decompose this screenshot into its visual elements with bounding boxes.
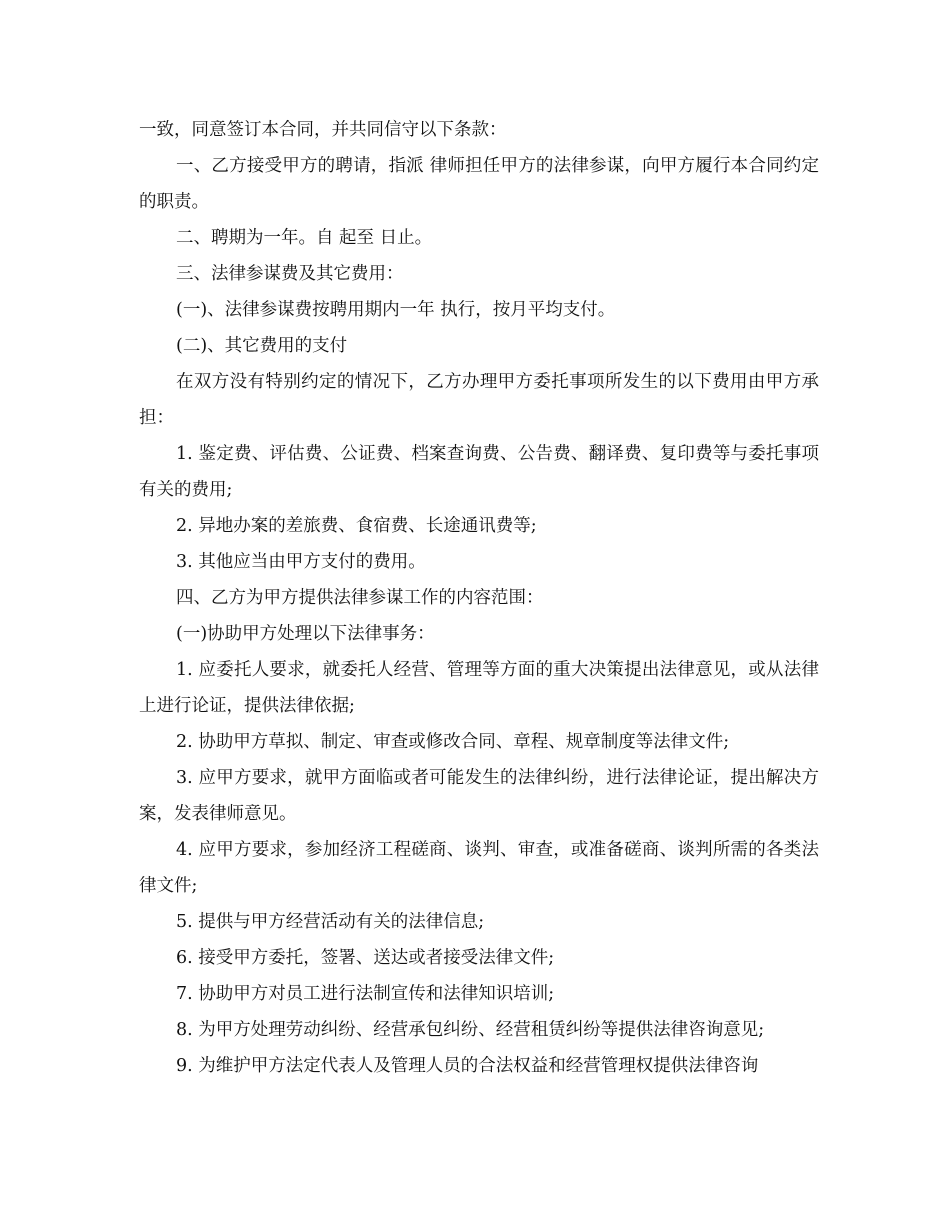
paragraph: 7. 协助甲方对员工进行法制宣传和法律知识培训; — [176, 984, 555, 1004]
paragraph: 4. 应甲方要求，参加经济工程磋商、谈判、审查，或准备磋商、谈判所需的各类法律文件; — [139, 840, 819, 896]
paragraph: 9. 为维护甲方法定代表人及管理人员的合法权益和经营管理权提供法律咨询 — [176, 1056, 759, 1076]
paragraph: 一致，同意签订本合同，并共同信守以下条款： — [139, 120, 507, 140]
document-body — [139, 112, 819, 1084]
paragraph: 3. 其他应当由甲方支付的费用。 — [176, 552, 426, 572]
paragraph: 三、法律参谋费及其它费用： — [176, 264, 404, 284]
paragraph: (二)、其它费用的支付 — [176, 336, 348, 356]
paragraph: 1. 鉴定费、评估费、公证费、档案查询费、公告费、翻译费、复印费等与委托事项有关的费用; — [139, 444, 819, 500]
paragraph: 2. 协助甲方草拟、制定、审查或修改合同、章程、规章制度等法律文件; — [176, 732, 730, 752]
paragraph: 1. 应委托人要求，就委托人经营、管理等方面的重大决策提出法律意见，或从法律上进行论证，提供法律依据; — [139, 660, 819, 716]
paragraph: 2. 异地办案的差旅费、食宿费、长途通讯费等; — [176, 516, 537, 536]
paragraph: 二、聘期为一年。自 起至 日止。 — [176, 228, 433, 248]
paragraph: 8. 为甲方处理劳动纠纷、经营承包纠纷、经营租赁纠纷等提供法律咨询意见; — [176, 1020, 765, 1040]
paragraph: 四、乙方为甲方提供法律参谋工作的内容范围： — [176, 588, 544, 608]
paragraph: 在双方没有特别约定的情况下，乙方办理甲方委托事项所发生的以下费用由甲方承担： — [139, 372, 819, 428]
paragraph: 3. 应甲方要求，就甲方面临或者可能发生的法律纠纷，进行法律论证，提出解决方案，发表律师意见。 — [139, 768, 819, 824]
paragraph: 5. 提供与甲方经营活动有关的法律信息; — [176, 912, 485, 932]
paragraph: (一)协助甲方处理以下法律事务： — [176, 624, 435, 644]
paragraph: 一、乙方接受甲方的聘请，指派 律师担任甲方的法律参谋，向甲方履行本合同约定的职责。 — [139, 156, 819, 212]
paragraph: (一)、法律参谋费按聘用期内一年 执行，按月平均支付。 — [176, 300, 616, 320]
paragraph: 6. 接受甲方委托，签署、送达或者接受法律文件; — [176, 948, 555, 968]
